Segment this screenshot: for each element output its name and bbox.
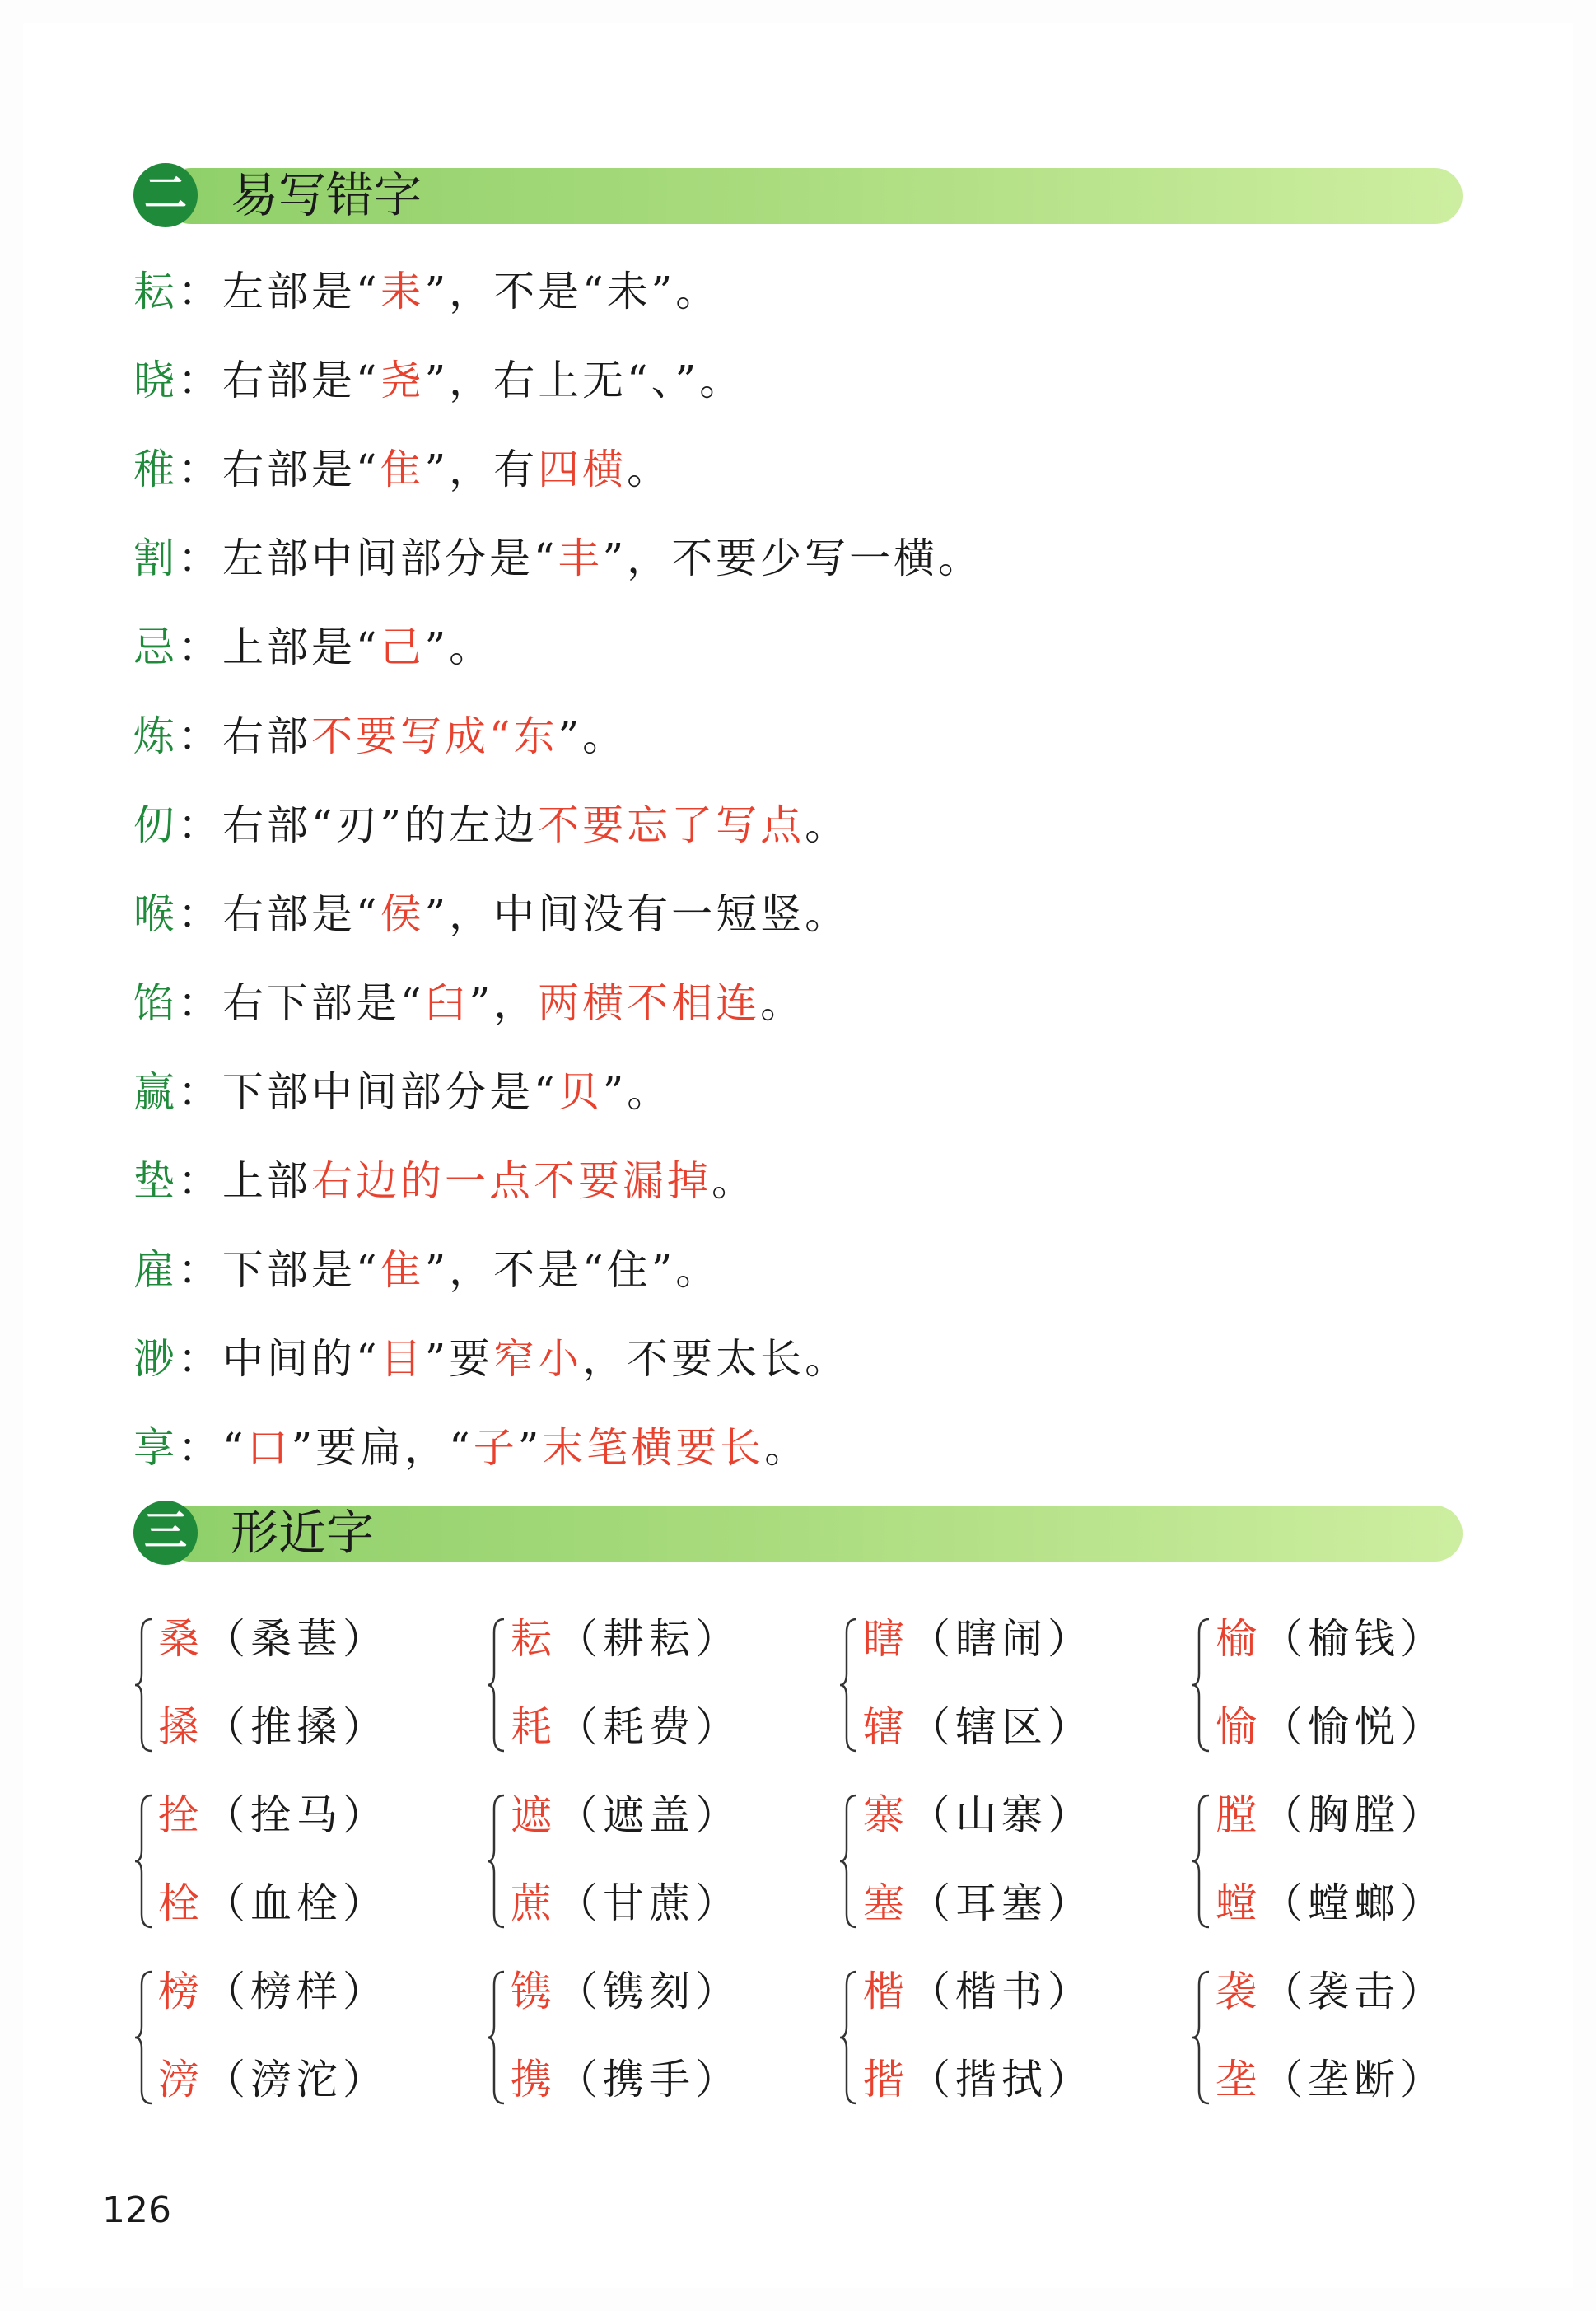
pair-word: （辖区）: [909, 1703, 1094, 1751]
rule-highlight: 隹: [380, 1246, 425, 1294]
pair-char: 塞: [863, 1879, 909, 1927]
pair-char: 辖: [863, 1703, 909, 1751]
section-header-3: [133, 1501, 1463, 1565]
rule-text: ：左部中间部分是“: [178, 535, 558, 582]
pair-line: [158, 1686, 389, 1768]
pair-char: 榜: [158, 1968, 204, 2015]
rule-text: ：“: [178, 1424, 247, 1472]
rule-row: [133, 247, 1435, 336]
pair-char: 滂: [158, 2056, 204, 2103]
rule-text: 。: [760, 979, 805, 1027]
pair-word: （袭击）: [1262, 1968, 1446, 2015]
rule-row: [133, 514, 1435, 603]
section-header-2: [133, 163, 1463, 227]
rule-text: ：右部是“: [178, 890, 380, 938]
pair-char: 拴: [158, 1791, 204, 1839]
brace-icon: [838, 1968, 860, 2107]
rule-text: ”。: [558, 712, 628, 760]
pair-line: [863, 2038, 1094, 2121]
rule-row: [133, 692, 1435, 781]
pair-word: （螳螂）: [1262, 1879, 1446, 1927]
rule-row: [133, 425, 1435, 514]
rule-highlight: 两横不相连: [538, 979, 761, 1027]
pair-char: 遮: [511, 1791, 557, 1839]
rule-text: ”。: [602, 1068, 672, 1116]
section-number: 二: [133, 163, 198, 227]
rule-highlight: 右边的一点不要漏掉: [311, 1157, 712, 1205]
rule-highlight: 窄小: [493, 1335, 583, 1383]
pair-char: 蔗: [511, 1879, 557, 1927]
rule-row: [133, 1403, 1435, 1492]
pair-char: 携: [511, 2056, 557, 2103]
pair-word: （甘蔗）: [557, 1879, 741, 1927]
section-title: 易写错字: [231, 167, 422, 223]
pair-line: [158, 2038, 389, 2121]
rule-highlight: 四横: [538, 446, 628, 493]
rule-text: ：右部“刃”的左边: [178, 801, 539, 849]
rule-text: ：左部是“: [178, 268, 380, 315]
rule-highlight: 不要写成“东: [311, 712, 558, 760]
rule-text: ：下部中间部分是“: [178, 1068, 558, 1116]
rule-text: ：中间的“: [178, 1335, 380, 1383]
pair-line: [1216, 1862, 1446, 1945]
rule-highlight: 子: [473, 1424, 518, 1472]
rule-text: ：右部是“: [178, 357, 380, 404]
rule-highlight: 侯: [380, 890, 425, 938]
pair-word: （携手）: [557, 2056, 741, 2103]
rule-highlight: 口: [246, 1424, 292, 1472]
pair-word: （榆钱）: [1262, 1615, 1446, 1663]
pair-char: 榆: [1216, 1615, 1262, 1663]
pair-word: （遮盖）: [557, 1791, 741, 1839]
pair-group: [133, 1598, 463, 1774]
pair-line: [158, 1950, 389, 2033]
pair-group: [1191, 1598, 1520, 1774]
pair-group: [838, 1774, 1168, 1950]
rule-text: ：上部是“: [178, 623, 380, 671]
pair-line: [863, 1686, 1094, 1768]
rule-highlight: 耒: [380, 268, 425, 315]
pair-word: （胸膛）: [1262, 1791, 1446, 1839]
pair-char: 搡: [158, 1703, 204, 1751]
brace-icon: [838, 1616, 860, 1754]
rule-text: ”，有: [424, 446, 539, 493]
pair-word: （愉悦）: [1262, 1703, 1446, 1751]
rule-text: ”，中间没有一短竖。: [424, 890, 850, 938]
pair-line: [511, 1686, 741, 1768]
pair-char: 桑: [158, 1615, 204, 1663]
pair-word: （揩拭）: [909, 2056, 1094, 2103]
pair-char: 寨: [863, 1791, 909, 1839]
pair-group: [838, 1598, 1168, 1774]
rule-char: 忌: [133, 623, 178, 671]
rule-text: ，不要太长。: [582, 1335, 850, 1383]
pair-char: 耘: [511, 1615, 557, 1663]
pair-line: [511, 2038, 741, 2121]
pair-group: [838, 1950, 1168, 2127]
rule-text: ”: [517, 1424, 543, 1472]
rule-text: ：上部: [178, 1157, 311, 1205]
pair-char: 镌: [511, 1968, 557, 2015]
brace-icon: [486, 1792, 507, 1931]
rule-text: 。: [805, 801, 850, 849]
pair-line: [158, 1774, 389, 1856]
section-number: 三: [133, 1501, 198, 1565]
rule-text: ”要: [424, 1335, 494, 1383]
rule-highlight: 尧: [380, 357, 425, 404]
rule-char: 喉: [133, 890, 178, 938]
rule-row: [133, 1137, 1435, 1226]
rule-char: 馅: [133, 979, 178, 1027]
rule-highlight: 丰: [558, 535, 603, 582]
rule-row: [133, 870, 1435, 959]
rule-text: ”。: [424, 623, 494, 671]
pair-line: [863, 1950, 1094, 2033]
rule-char: 享: [133, 1424, 178, 1472]
rule-row: [133, 959, 1435, 1048]
pair-group: [133, 1774, 463, 1950]
rule-char: 垫: [133, 1157, 178, 1205]
rule-row: [133, 781, 1435, 870]
pair-line: [1216, 2038, 1446, 2121]
pair-char: 揩: [863, 2056, 909, 2103]
rule-row: [133, 1048, 1435, 1137]
pair-char: 螳: [1216, 1879, 1262, 1927]
rule-row: [133, 1226, 1435, 1314]
pair-char: 袭: [1216, 1968, 1262, 2015]
pair-line: [863, 1598, 1094, 1680]
brace-icon: [133, 1792, 155, 1931]
pair-word: （榜样）: [204, 1968, 389, 2015]
pair-line: [511, 1950, 741, 2033]
rule-text: 。: [627, 446, 672, 493]
pair-group: [486, 1774, 815, 1950]
rule-text: ：右部: [178, 712, 311, 760]
pair-word: （滂沱）: [204, 2056, 389, 2103]
brace-icon: [1191, 1968, 1212, 2107]
page-number: 126: [102, 2189, 171, 2231]
rule-char: 晓: [133, 357, 178, 404]
brace-icon: [133, 1616, 155, 1754]
rule-text: ：右部是“: [178, 446, 380, 493]
pair-word: （耗费）: [557, 1703, 741, 1751]
rule-row: [133, 1314, 1435, 1403]
pair-line: [1216, 1598, 1446, 1680]
brace-icon: [486, 1968, 507, 2107]
pair-line: [1216, 1774, 1446, 1856]
rule-char: 赢: [133, 1068, 178, 1116]
rule-char: 雇: [133, 1246, 178, 1294]
pair-char: 垄: [1216, 2056, 1262, 2103]
pair-line: [511, 1862, 741, 1945]
rule-text: ”，不是“未”。: [424, 268, 721, 315]
pair-group: [486, 1950, 815, 2127]
rule-text: ”，不要少写一横。: [602, 535, 983, 582]
rule-char: 炼: [133, 712, 178, 760]
rule-char: 割: [133, 535, 178, 582]
pair-word: （山寨）: [909, 1791, 1094, 1839]
pair-line: [863, 1774, 1094, 1856]
pair-line: [863, 1862, 1094, 1945]
rule-highlight: 臼: [424, 979, 469, 1027]
pair-char: 楷: [863, 1968, 909, 2015]
pair-group: [1191, 1950, 1520, 2127]
pair-line: [1216, 1950, 1446, 2033]
pair-char: 瞎: [863, 1615, 909, 1663]
section-title: 形近字: [231, 1505, 375, 1561]
rule-char: 耘: [133, 268, 178, 315]
rule-highlight: 末笔横要长: [542, 1424, 765, 1472]
pair-group: [1191, 1774, 1520, 1950]
brace-icon: [1191, 1616, 1212, 1754]
pair-word: （推搡）: [204, 1703, 389, 1751]
rule-text: ：下部是“: [178, 1246, 380, 1294]
rule-text: ”，不是“住”。: [424, 1246, 721, 1294]
pair-word: （血栓）: [204, 1879, 389, 1927]
pair-line: [511, 1774, 741, 1856]
rule-row: [133, 336, 1435, 425]
rule-text: 。: [764, 1424, 810, 1472]
pair-word: （桑葚）: [204, 1615, 389, 1663]
pair-line: [158, 1862, 389, 1945]
pair-group: [486, 1598, 815, 1774]
pair-word: （垄断）: [1262, 2056, 1446, 2103]
pair-char: 耗: [511, 1703, 557, 1751]
pair-line: [158, 1598, 389, 1680]
rule-highlight: 己: [380, 623, 425, 671]
rule-char: 稚: [133, 446, 178, 493]
pair-char: 栓: [158, 1879, 204, 1927]
pair-line: [1216, 1686, 1446, 1768]
rule-highlight: 隹: [380, 446, 425, 493]
rule-row: [133, 603, 1435, 692]
rule-text: ”，: [469, 979, 539, 1027]
pair-word: （耳塞）: [909, 1879, 1094, 1927]
pair-group: [133, 1950, 463, 2127]
pair-char: 膛: [1216, 1791, 1262, 1839]
pair-word: （瞎闹）: [909, 1615, 1094, 1663]
rule-char: 渺: [133, 1335, 178, 1383]
rule-text: ：右下部是“: [178, 979, 425, 1027]
pair-line: [511, 1598, 741, 1680]
rule-highlight: 贝: [558, 1068, 603, 1116]
rule-highlight: 不要忘了写点: [538, 801, 805, 849]
rule-text: ”要扁，“: [291, 1424, 474, 1472]
brace-icon: [486, 1616, 507, 1754]
rule-highlight: 目: [380, 1335, 425, 1383]
brace-icon: [1191, 1792, 1212, 1931]
rules-list: [133, 247, 1435, 1492]
rule-text: ”，右上无“、”。: [424, 357, 744, 404]
pair-word: （耕耘）: [557, 1615, 741, 1663]
pair-word: （镌刻）: [557, 1968, 741, 2015]
brace-icon: [838, 1792, 860, 1931]
pair-word: （楷书）: [909, 1968, 1094, 2015]
rule-text: 。: [712, 1157, 756, 1205]
pair-char: 愉: [1216, 1703, 1262, 1751]
brace-icon: [133, 1968, 155, 2107]
rule-char: 仞: [133, 801, 178, 849]
pair-word: （拴马）: [204, 1791, 389, 1839]
